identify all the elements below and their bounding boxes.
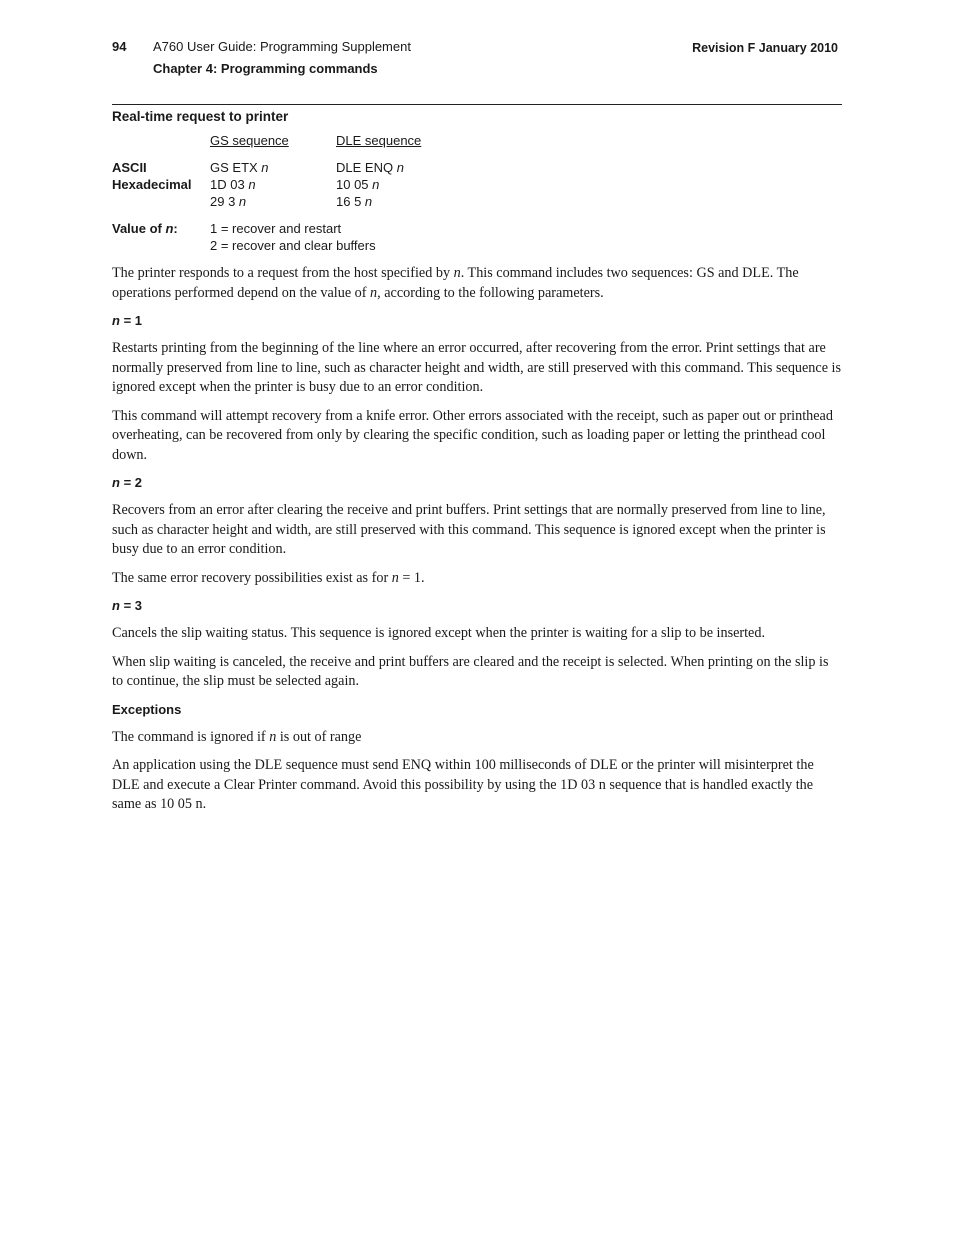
header-divider — [112, 104, 842, 105]
ascii-gs-value: GS ETX n — [210, 160, 269, 175]
exceptions-paragraph-1: The command is ignored if n is out of range — [112, 728, 362, 745]
page-number: 94 — [112, 39, 127, 54]
document-title: A760 User Guide: Programming Supplement — [153, 39, 411, 54]
value-option-2: 2 = recover and clear buffers — [210, 238, 376, 253]
exceptions-paragraph-2: An application using the DLE sequence must send ENQ within 100 milliseconds of DLE or the printer will misinterpret the DLE and execute a Clear Printer command. Avoid this possibility by using the 1D 03 n sequence that is handled exactly the same as 10 05 n. — [112, 757, 814, 812]
revision-label: Revision F January 2010 — [692, 41, 838, 55]
col-header-gs: GS sequence — [210, 133, 289, 148]
n2-paragraph-2: The same error recovery possibilities exist as for n = 1. — [112, 569, 425, 586]
row-label-hex: Hexadecimal — [112, 177, 192, 192]
hex-dle-value-2: 16 5 n — [336, 194, 373, 209]
n2-heading: n = 2 — [112, 475, 142, 490]
hex-gs-value-1: 1D 03 n — [210, 177, 256, 192]
ascii-dle-value: DLE ENQ n — [336, 160, 404, 175]
body-content — [112, 264, 842, 824]
section-title: Real-time request to printer — [112, 109, 289, 124]
n2-paragraph-1: Recovers from an error after clearing the receive and print buffers. Print settings that are normally preserved from line to line, such as character height and width, are still preserved with this command. This sequence is ignored except when the printer is busy due to an error condition. — [112, 502, 826, 557]
hex-gs-value-2: 29 3 n — [210, 194, 247, 209]
intro-paragraph: The printer responds to a request from the host specified by n. This command includes two sequences: GS and DLE. The operations performed depend on the value of n, according to the following parameters. — [112, 265, 799, 301]
col-header-dle: DLE sequence — [336, 133, 422, 148]
n1-heading: n = 1 — [112, 313, 142, 328]
n3-paragraph-2: When slip waiting is canceled, the receive and print buffers are cleared and the receipt is selected. When printing on the slip is to continue, the slip must be selected again. — [112, 653, 829, 689]
n1-paragraph-1: Restarts printing from the beginning of the line where an error occurred, after recovering from the error. Print settings that are normally preserved from line to line, such as character height and width, are still preserved with this command. This sequence is ignored except when the printer is busy due to an error condition. — [112, 340, 842, 395]
chapter-title: Chapter 4: Programming commands — [153, 61, 378, 76]
exceptions-heading: Exceptions — [112, 701, 182, 717]
value-option-1: 1 = recover and restart — [210, 221, 342, 236]
hex-dle-value-1: 10 05 n — [336, 177, 380, 192]
n3-heading: n = 3 — [112, 598, 142, 613]
row-label-ascii: ASCII — [112, 160, 147, 175]
n3-paragraph-1: Cancels the slip waiting status. This sequence is ignored except when the printer is waiting for a slip to be inserted. — [112, 625, 765, 641]
row-label-value: Value of n: — [112, 221, 178, 236]
n1-paragraph-2: This command will attempt recovery from a knife error. Other errors associated with the receipt, such as paper out or printhead overheating, can be recovered from only by clearing the specific condition, such as loading paper or letting the printhead cool down. — [112, 407, 833, 463]
